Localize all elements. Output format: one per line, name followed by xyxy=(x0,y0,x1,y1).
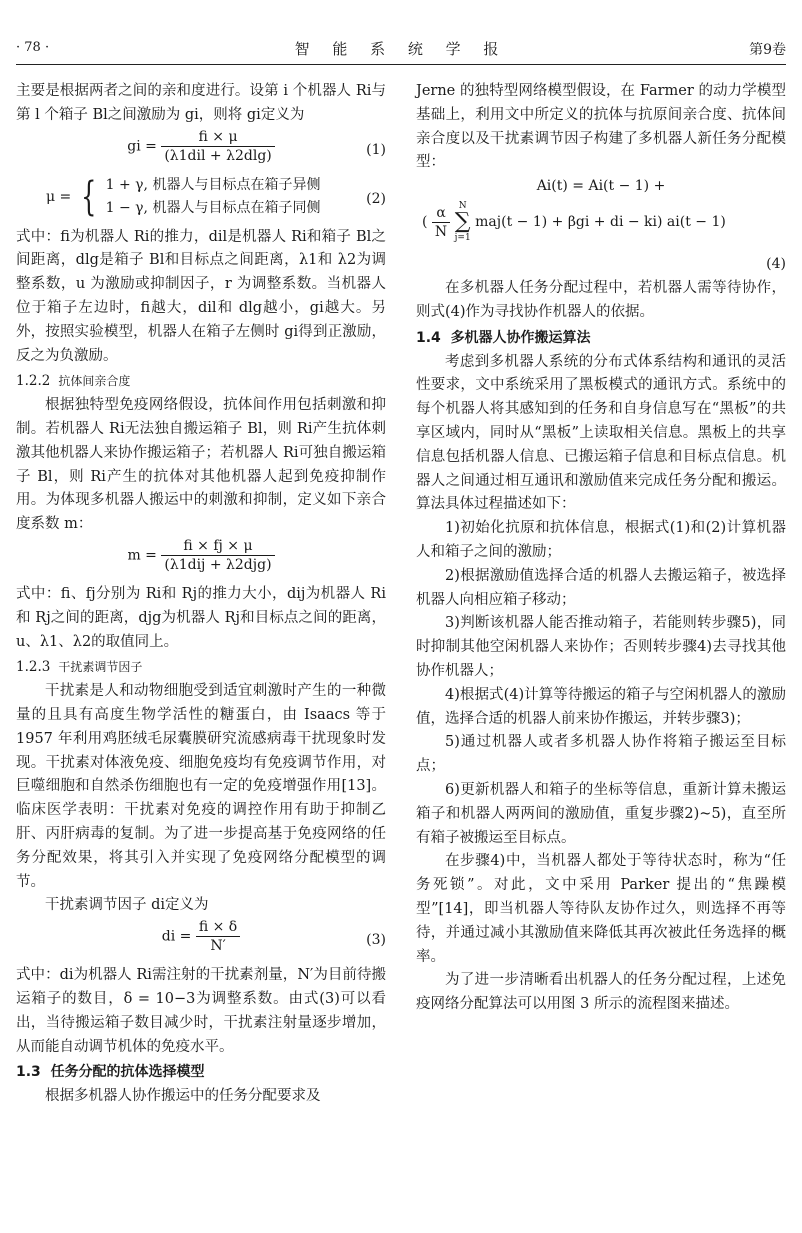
numerator: fi × fj × μ xyxy=(161,537,274,556)
paragraph: 主要是根据两者之间的亲和度进行。设第 i 个机器人 Ri与第 l 个箱子 Bl之间激励为 gi，则将 gi定义为 xyxy=(16,83,386,123)
fraction xyxy=(432,204,450,241)
paragraph: Jerne 的独特型网络模型假设，在 Farmer 的动力学模型基础上，利用文中所定义的抗体与抗原间亲合度、抗体间亲合度以及干扰素调节因子构建了多机器人新任务分配模型： xyxy=(416,83,786,171)
equation-line: Ai(t) = Ai(t − 1) + xyxy=(536,178,666,195)
equation-rest: maj(t − 1) + βgi + di − ki) ai(t − 1) xyxy=(475,214,726,231)
equation-lhs: gi = xyxy=(127,138,157,155)
section-heading-1-2-2 xyxy=(16,370,386,394)
numerator: α xyxy=(432,204,450,223)
section-heading-1-2-3 xyxy=(16,656,386,680)
equation-3 xyxy=(16,918,386,964)
running-header xyxy=(0,36,802,64)
numerator: fi × μ xyxy=(161,128,274,147)
section-heading-1-3 xyxy=(16,1061,386,1085)
equation-2 xyxy=(16,174,386,226)
paragraph: 式中：fi为机器人 Ri的推力，dil是机器人 Ri和箱子 Bl之间距离，dlg是箱子 Bl和目标点之间距离，λ1和 λ2为调整系数，u 为激励或抑制因子，r 为调整系数。当机器人位于箱子左边时，fi越大，dil和 dlg越小，gi越大。另外，按照实验模型，机器人在箱子左侧时 gi得到正激励，反之为负激励。 xyxy=(16,228,386,364)
section-number: 1.4 xyxy=(416,329,441,346)
algorithm-step: 3)判断该机器人能否推动箱子，若能则转步骤5)，同时抑制其他空闲机器人来协作；否则转步骤4)去寻找其他协作机器人； xyxy=(416,615,786,679)
equation-affinity xyxy=(16,537,386,583)
equation-lhs: μ = xyxy=(46,188,72,205)
paragraph: 根据独特型免疫网络假设，抗体间作用包括刺激和抑制。若机器人 Ri无法独自搬运箱子 Bl，则 Ri产生抗体刺激其他机器人来协作搬运箱子；若机器人 Ri可独自搬运箱子 Bl，则 Ri产生的抗体对其他机器人起到免疫抑制作用。为体现多机器人搬运中的刺激和抑制，定义如下亲合度系数 m： xyxy=(16,397,386,533)
paragraph: 干扰素是人和动物细胞受到适宜刺激时产生的一种微量的且具有高度生物学活性的糖蛋白，由 Isaacs 等于 1957 年利用鸡胚绒毛尿囊膜研究流感病毒干扰现象时发现。干扰素对体液免疫、细胞免疫均有免疫调节作用，对巨噬细胞和自然杀伤细胞也有一定的免疫增强作用[13]。临床医学表明：干扰素对免疫的调控作用有助于抑制乙肝、丙肝病毒的复制。为了进一步提高基于免疫网络的任务分配效果，将其引入并实现了免疫网络分配模型的调节。 xyxy=(16,683,386,890)
sum-lower-limit: j=1 xyxy=(454,233,471,244)
algorithm-step: 6)更新机器人和箱子的坐标等信息，重新计算未搬运箱子和机器人两两间的激励值，重复步骤2)~5)，直至所有箱子被搬运至目标点。 xyxy=(416,781,786,846)
denominator: (λ1dij + λ2djg) xyxy=(164,556,272,573)
case-line: 1 + γ, 机器人与目标点在箱子异侧 xyxy=(105,176,321,193)
equation-number: (1) xyxy=(366,141,386,158)
algorithm-step: 5)通过机器人或者多机器人协作将箱子搬运至目标点； xyxy=(416,734,786,775)
section-title: 抗体间亲合度 xyxy=(58,374,131,389)
paragraph: 考虑到多机器人系统的分布式体系结构和通讯的灵活性要求，文中系统采用了黑板模式的通讯方式。系统中的每个机器人将其感知到的任务和自身信息写在“黑板”的共享区域内，同时从“黑板”上读取相关信息。黑板上的共享信息包括机器人信息、已搬运箱子信息和目标点信息。机器人之间通过相互通讯和激励值来完成任务分配和搬运。算法具体过程描述如下： xyxy=(416,353,786,513)
equation-4-number xyxy=(416,253,786,277)
sum-upper-limit: N xyxy=(458,201,467,212)
paragraph: 为了进一步清晰看出机器人的任务分配过程，上述免疫网络分配算法可以用图 3 所示的流程图来描述。 xyxy=(416,972,786,1013)
equation-lhs: di = xyxy=(161,928,192,945)
paragraph: 根据多机器人协作搬运中的任务分配要求及 xyxy=(45,1088,321,1105)
algorithm-step: 1)初始化抗原和抗体信息，根据式(1)和(2)计算机器人和箱子之间的激励； xyxy=(416,520,786,560)
equation-open-paren: ( xyxy=(422,214,428,231)
volume-label: 第9卷 xyxy=(749,42,786,58)
denominator: N xyxy=(434,223,448,240)
sigma-symbol: ∑ xyxy=(454,209,471,235)
algorithm-step: 4)根据式(4)计算等待搬运的箱子与空闲机器人的激励值，选择合适的机器人前来协作搬运，并转步骤3)； xyxy=(416,686,786,727)
paragraph: 在多机器人任务分配过程中，若机器人需等待协作，则式(4)作为寻找协作机器人的依据。 xyxy=(416,280,786,320)
denominator: N′ xyxy=(210,938,226,955)
paragraph: 式中：fi、fj分别为 Ri和 Rj的推力大小，dij为机器人 Ri和 Rj之间的距离，djg为机器人 Rj和目标点之间的距离，u、λ1、λ2的取值同上。 xyxy=(16,585,386,650)
equation-number: (2) xyxy=(366,190,386,207)
equation-number: (4) xyxy=(766,256,786,273)
fraction xyxy=(161,128,274,165)
left-brace: { xyxy=(80,173,97,220)
section-heading-1-4 xyxy=(416,327,786,351)
equation-number: (3) xyxy=(366,932,386,949)
section-title: 多机器人协作搬运算法 xyxy=(450,329,591,346)
equation-4-line-2 xyxy=(416,201,786,253)
page-number: · 78 · xyxy=(16,40,50,55)
paragraph: 干扰素调节因子 di定义为 xyxy=(45,897,209,914)
section-number: 1.2.3 xyxy=(16,659,51,676)
header-rule xyxy=(16,64,786,65)
fraction xyxy=(161,537,274,574)
right-column xyxy=(416,80,786,1017)
numerator: fi × δ xyxy=(196,918,240,937)
paragraph: 式中：di为机器人 Ri需注射的干扰素剂量，N′为目前待搬运箱子的数目，δ = 10−3为调整系数。由式(3)可以看出，当待搬运箱子数目减少时，干扰素注射量逐步增加，从而能自动调节机体的免疫水平。 xyxy=(16,967,386,1055)
fraction xyxy=(196,918,240,955)
paragraph: 在步骤4)中，当机器人都处于等待状态时，称为“任务死锁”。对此，文中采用 Parker 提出的“焦躁模型”[14]，即当机器人等待队友协作过久，则选择不再等待，并通过减小其激励值来降低其再次被此任务选择的概率。 xyxy=(416,853,786,965)
section-title: 干扰素调节因子 xyxy=(58,660,143,675)
left-column xyxy=(16,80,386,1109)
denominator: (λ1dil + λ2dlg) xyxy=(164,147,272,164)
journal-title: 智 能 系 统 学 报 xyxy=(294,40,508,58)
section-number: 1.3 xyxy=(16,1064,41,1081)
section-number: 1.2.2 xyxy=(16,373,51,390)
equation-4-line-1 xyxy=(416,175,786,201)
equation-lhs: m = xyxy=(127,547,157,564)
section-title: 任务分配的抗体选择模型 xyxy=(50,1064,205,1081)
equation-1 xyxy=(16,128,386,174)
algorithm-step: 2)根据激励值选择合适的机器人去搬运箱子，被选择机器人向相应箱子移动； xyxy=(416,567,786,608)
summation xyxy=(455,201,471,243)
cases xyxy=(106,174,321,220)
case-line: 1 − γ, 机器人与目标点在箱子同侧 xyxy=(105,199,321,216)
